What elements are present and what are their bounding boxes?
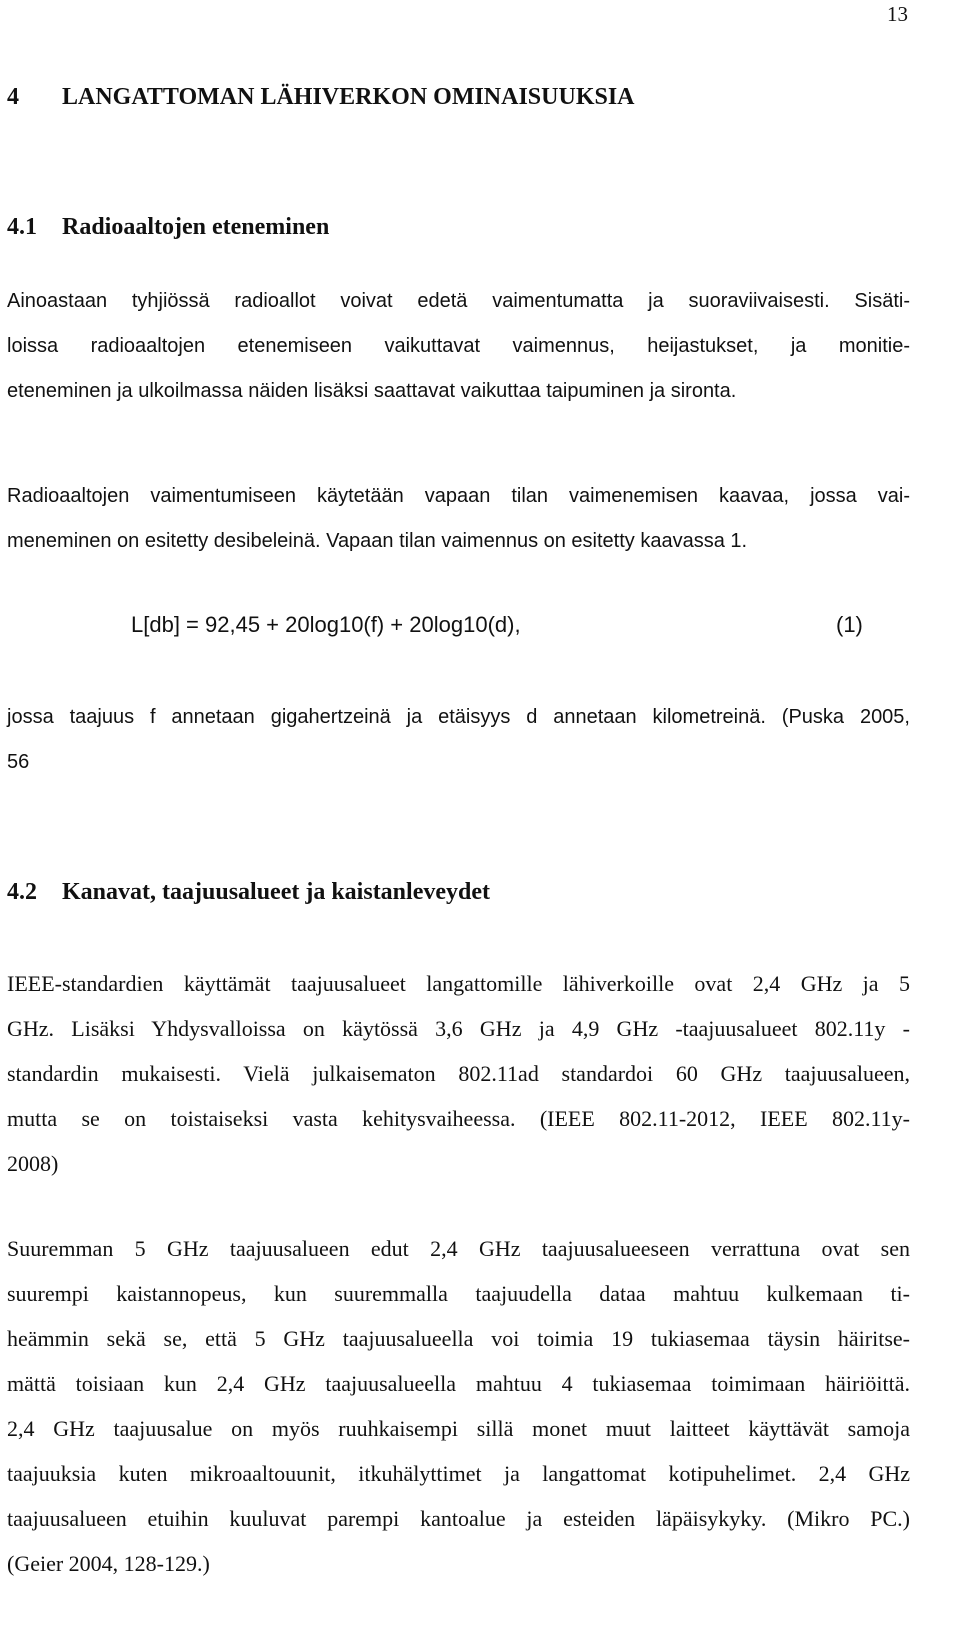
chapter-heading: [7, 84, 635, 111]
equation-formula: L[db] = 92,45 + 20log10(f) + 20log10(d),: [131, 612, 521, 637]
text-line: mättä toisiaan kun 2,4 GHz taajuusalueella mahtuu 4 tukiasemaa toimimaan häiriöittä.: [7, 1371, 910, 1396]
text-line: Ainoastaan tyhjiössä radioallot voivat edetä vaimentumatta ja suoraviivaisesti. Sisäti-: [7, 290, 910, 312]
section-number: 4.2: [7, 879, 37, 905]
text-line: IEEE-standardien käyttämät taajuusalueet langattomille lähiverkoille ovat 2,4 GHz ja 5: [7, 971, 910, 996]
text-line: Radioaaltojen vaimentumiseen käytetään vapaan tilan vaimenemisen kaavaa, jossa vai-: [7, 485, 910, 507]
text-line: jossa taajuus f annetaan gigahertzeinä ja etäisyys d annetaan kilometreinä. (Puska 2005,: [7, 706, 910, 728]
text-line: 56: [7, 751, 30, 773]
text-line: heämmin sekä se, että 5 GHz taajuusalueella voi toimia 19 tukiasemaa täysin häiritse-: [7, 1326, 910, 1351]
paragraph: [7, 279, 910, 414]
text-line: Suuremman 5 GHz taajuusalueen edut 2,4 GHz taajuusalueeseen verrattuna ovat sen: [7, 1236, 910, 1261]
text-line: suurempi kaistannopeus, kun suuremmalla taajuudella dataa mahtuu kulkemaan ti-: [7, 1281, 910, 1306]
text-line: 2,4 GHz taajuusalue on myös ruuhkaisempi sillä monet muut laitteet käyttävät samoja: [7, 1416, 910, 1441]
paragraph: [7, 961, 910, 1186]
paragraph: [7, 695, 910, 785]
text-line: taajuusalueen etuihin kuuluvat parempi kantoalue ja esteiden läpäisykyky. (Mikro PC.): [7, 1506, 910, 1531]
chapter-title: LANGATTOMAN LÄHIVERKON OMINAISUUKSIA: [62, 84, 635, 110]
text-line: standardin mukaisesti. Vielä julkaisematon 802.11ad standardoi 60 GHz taajuusalueen,: [7, 1061, 910, 1086]
section-number: 4.1: [7, 214, 37, 240]
page-number: 13: [887, 2, 908, 26]
text-line: loissa radioaaltojen etenemiseen vaikuttavat vaimennus, heijastukset, ja monitie-: [7, 335, 910, 357]
text-line: 2008): [7, 1151, 59, 1176]
text-line: eteneminen ja ulkoilmassa näiden lisäksi saattavat vaikuttaa taipuminen ja sironta.: [7, 380, 737, 402]
text-line: taajuuksia kuten mikroaaltouunit, itkuhälyttimet ja langattomat kotipuhelimet. 2,4 GHz: [7, 1461, 910, 1486]
paragraph: [7, 1226, 910, 1586]
text-line: GHz. Lisäksi Yhdysvalloissa on käytössä 3,6 GHz ja 4,9 GHz -taajuusalueet 802.11y -: [7, 1016, 910, 1041]
section-title: Kanavat, taajuusalueet ja kaistanleveydet: [62, 879, 490, 905]
section-heading-4-2: [7, 879, 490, 906]
equation-number: (1): [836, 612, 863, 637]
paragraph: [7, 474, 910, 564]
section-title: Radioaaltojen eteneminen: [62, 214, 330, 240]
section-heading-4-1: [7, 214, 329, 241]
text-line: (Geier 2004, 128-129.): [7, 1551, 210, 1576]
text-line: mutta se on toistaiseksi vasta kehitysvaiheessa. (IEEE 802.11-2012, IEEE 802.11y-: [7, 1106, 910, 1131]
text-line: meneminen on esitetty desibeleinä. Vapaan tilan vaimennus on esitetty kaavassa 1.: [7, 530, 748, 552]
chapter-number: 4: [7, 84, 19, 110]
